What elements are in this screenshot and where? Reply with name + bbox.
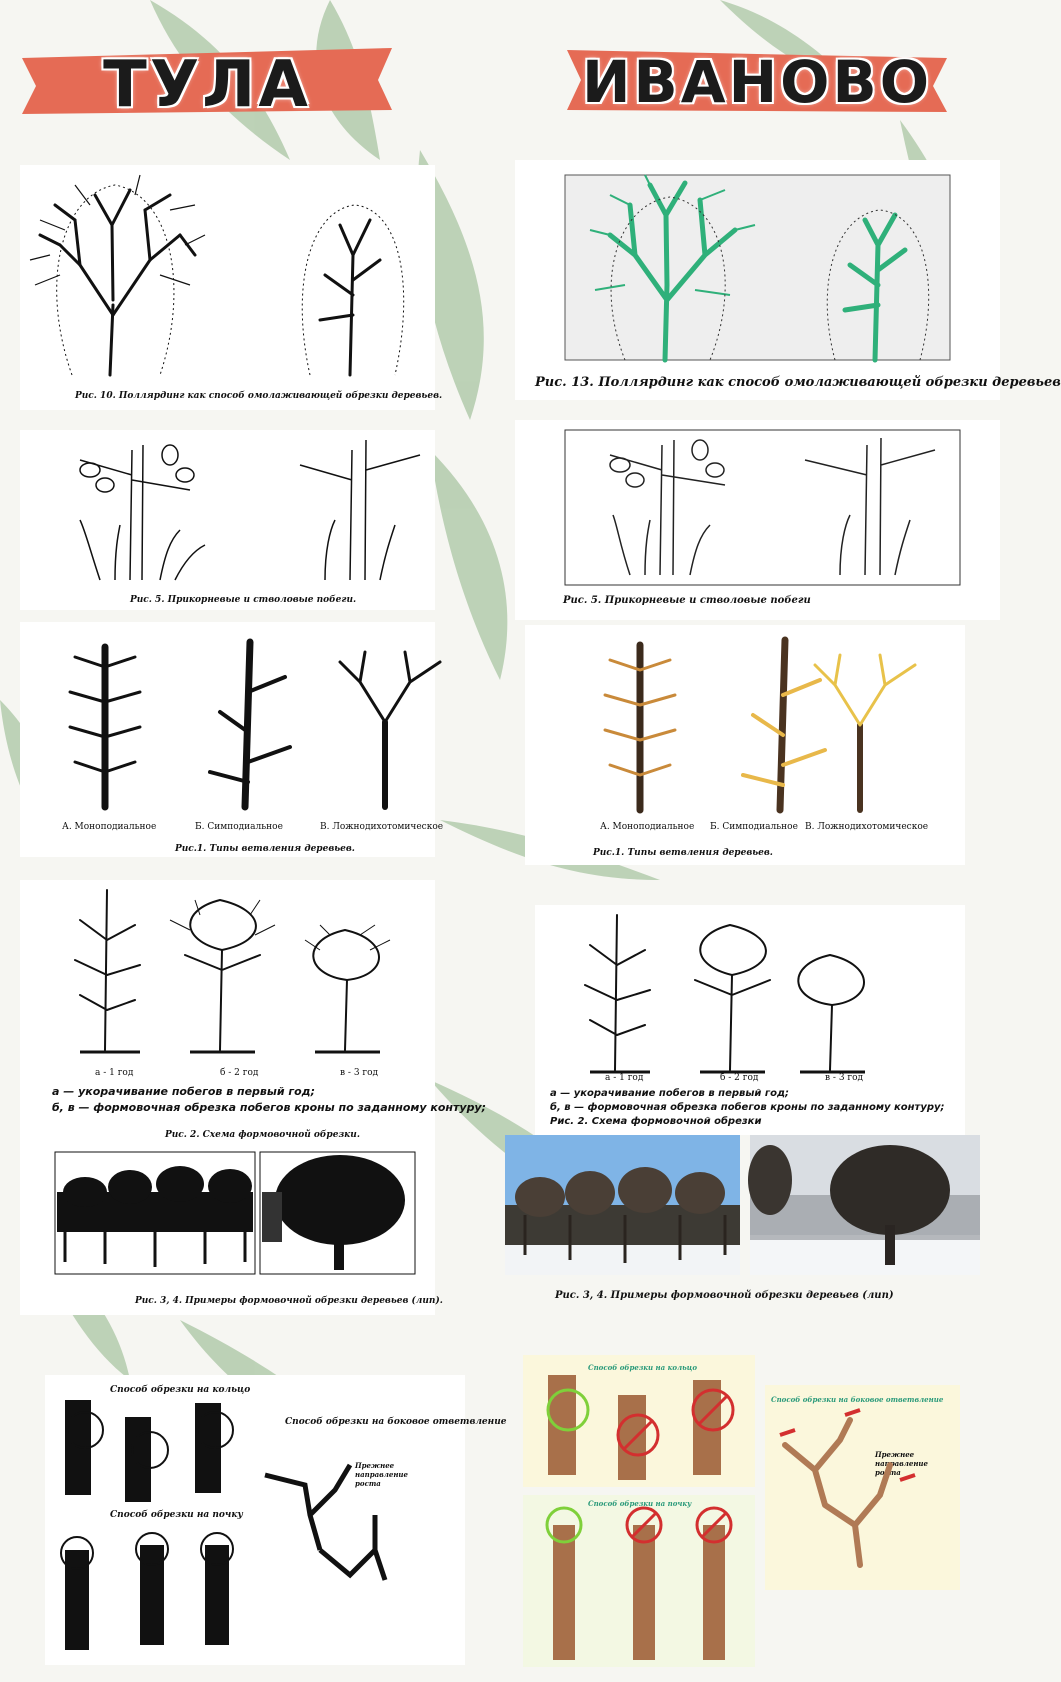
- shoots-drawing: [20, 430, 435, 580]
- pollarding-drawing: [20, 165, 435, 410]
- year-label: а - 1 год: [95, 1068, 134, 1078]
- growth-label: Прежнее направление роста: [355, 1461, 408, 1488]
- formation-note: а — укорачивание побегов в первый год;: [52, 1085, 315, 1098]
- year-label: в - 3 год: [825, 1073, 864, 1083]
- figure-caption: Рис.1. Типы ветвления деревьев.: [593, 848, 773, 858]
- shoots-drawing: [565, 430, 960, 585]
- tula-cutting-methods: [45, 1375, 507, 1665]
- tula-branching-figure: [20, 622, 444, 857]
- ivanovo-ring-method: [523, 1355, 755, 1487]
- bud-drawing: [523, 1495, 755, 1667]
- method-title: Способ обрезки на боковое ответвление: [285, 1417, 507, 1427]
- branching-drawing: [525, 625, 965, 815]
- figure-caption: Рис. 13. Поллярдинг как способ омолаживающей обрезки деревьев: [535, 375, 1061, 390]
- examples-photos: [505, 1135, 980, 1275]
- branching-drawing: [20, 622, 435, 807]
- banner-title: ИВАНОВО: [582, 48, 932, 116]
- year-label: в - 3 год: [340, 1068, 379, 1078]
- pollarding-drawing: [565, 175, 950, 360]
- ivanovo-branching-figure: [525, 625, 965, 865]
- year-label: а - 1 год: [605, 1073, 644, 1083]
- tula-shoots-figure: [20, 430, 435, 610]
- cutting-drawing: [45, 1375, 465, 1665]
- branching-label: Б. Симподиальное: [710, 822, 798, 832]
- figure-caption: Рис. 10. Поллярдинг как способ омолаживающей обрезки деревьев.: [75, 391, 443, 401]
- tula-examples-figure: [20, 1150, 443, 1315]
- banner-tula: [22, 40, 392, 122]
- ivanovo-shoots-figure: [515, 420, 1000, 620]
- formation-drawing: [20, 880, 435, 1060]
- method-title: Способ обрезки на почку: [110, 1510, 243, 1520]
- ivanovo-bud-method: [523, 1495, 755, 1667]
- branching-label: В. Ложнодихотомическое: [805, 822, 929, 832]
- tula-formation-figure: [20, 880, 487, 1150]
- method-title: Способ обрезки на почку: [588, 1499, 692, 1508]
- ivanovo-lateral-method: [765, 1385, 960, 1590]
- method-title: Способ обрезки на кольцо: [110, 1385, 251, 1395]
- growth-label: Прежнее направление роста: [875, 1450, 928, 1477]
- branching-label: Б. Симподиальное: [195, 822, 283, 832]
- tula-pollarding-figure: [20, 165, 443, 410]
- figure-caption: Рис. 5. Прикорневые и стволовые побеги: [563, 595, 811, 606]
- figure-caption: Рис.1. Типы ветвления деревьев.: [175, 844, 355, 854]
- method-title: Способ обрезки на боковое ответвление: [771, 1395, 944, 1404]
- formation-note: а — укорачивание побегов в первый год;: [550, 1088, 790, 1099]
- ivanovo-pollarding-figure: [515, 160, 1061, 400]
- lateral-drawing: [765, 1385, 960, 1590]
- figure-caption: Рис. 2. Схема формовочной обрезки.: [165, 1130, 360, 1140]
- branching-label: А. Моноподиальное: [600, 822, 695, 832]
- examples-photos: [55, 1152, 470, 1277]
- year-label: б - 2 год: [720, 1073, 759, 1083]
- formation-note: Рис. 2. Схема формовочной обрезки: [550, 1116, 762, 1127]
- figure-caption: Рис. 3, 4. Примеры формовочной обрезки деревьев (лип): [555, 1290, 894, 1301]
- figure-caption: Рис. 3, 4. Примеры формовочной обрезки деревьев (лип).: [135, 1296, 443, 1306]
- formation-note: б, в — формовочная обрезка побегов кроны по заданному контуру;: [52, 1101, 487, 1114]
- year-label: б - 2 год: [220, 1068, 259, 1078]
- branching-label: А. Моноподиальное: [62, 822, 157, 832]
- method-title: Способ обрезки на кольцо: [588, 1363, 698, 1372]
- banner-title: ТУЛА: [103, 48, 311, 122]
- ivanovo-formation-figure: [535, 905, 965, 1135]
- ring-drawing: [523, 1355, 755, 1487]
- formation-drawing: [535, 905, 965, 1080]
- formation-note: б, в — формовочная обрезка побегов кроны по заданному контуру;: [550, 1102, 945, 1113]
- banner-ivanovo: [567, 40, 947, 118]
- branching-label: В. Ложнодихотомическое: [320, 822, 444, 832]
- ivanovo-examples-figure: [505, 1135, 980, 1310]
- figure-caption: Рис. 5. Прикорневые и стволовые побеги.: [130, 595, 357, 605]
